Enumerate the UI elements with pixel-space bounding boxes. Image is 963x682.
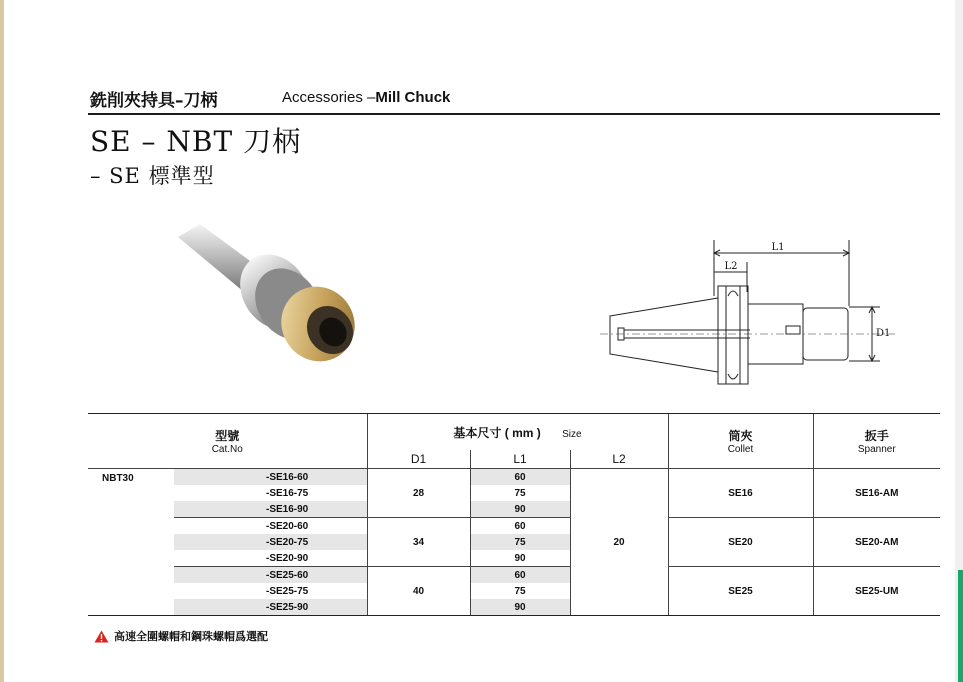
cat-no-cell: -SE20-90	[174, 550, 367, 567]
header-en-prefix: Accessories –	[282, 89, 376, 106]
technical-drawing	[600, 236, 900, 396]
header-collet	[668, 414, 813, 469]
page-title: SE – NBT 刀柄	[90, 125, 302, 158]
header-dimensions	[367, 414, 668, 451]
section-header	[90, 86, 940, 114]
table-row	[88, 567, 940, 584]
header-d1: D1	[367, 450, 470, 469]
header-collet-cn: 筒夾	[728, 429, 753, 443]
header-l2: L2	[570, 450, 668, 469]
header-cn-bold: 刀柄	[183, 91, 218, 111]
header-chinese	[90, 86, 218, 111]
drawing-label-l1: L1	[771, 242, 785, 253]
l1-cell: 60	[470, 469, 570, 486]
header-spanner-en: Spanner	[857, 444, 896, 455]
header-en-bold: Mill Chuck	[375, 89, 451, 106]
page-edge-tab	[958, 570, 963, 682]
d1-cell: 34	[367, 518, 470, 567]
l1-cell: 60	[470, 567, 570, 584]
l1-cell: 75	[470, 485, 570, 501]
page-subtitle: – SE 標準型	[90, 164, 215, 188]
l2-cell: 20	[570, 469, 668, 616]
d1-cell: 28	[367, 469, 470, 518]
header-collet-en: Collet	[727, 444, 754, 455]
header-model-en: Cat.No	[211, 444, 243, 455]
l1-cell: 75	[470, 583, 570, 599]
footnote-text: 高速全圍螺帽和鋼珠螺帽爲選配	[114, 630, 268, 643]
l1-cell: 90	[470, 599, 570, 616]
l1-cell: 90	[470, 550, 570, 567]
header-model-cn: 型號	[215, 429, 240, 443]
cat-no-cell: -SE16-75	[266, 487, 309, 499]
drawing-label-l2: L2	[724, 261, 738, 272]
header-english	[282, 89, 450, 106]
page-edge-left	[0, 0, 4, 682]
l1-cell: 60	[470, 518, 570, 535]
warning-icon	[94, 630, 109, 643]
header-spanner-cn: 扳手	[864, 429, 889, 443]
header-l1: L1	[470, 450, 570, 469]
spanner-cell: SE20-AM	[813, 518, 940, 567]
cat-no-cell: -SE16-60	[174, 469, 367, 486]
header-model	[88, 414, 367, 469]
table-row	[88, 518, 940, 535]
series-label: NBT30	[88, 469, 174, 616]
table-row	[88, 469, 940, 486]
cat-no-cell: -SE20-60	[266, 520, 309, 532]
collet-cell: SE16	[668, 469, 813, 518]
cat-no-cell: -SE25-60	[174, 567, 367, 584]
header-dims-cn: 基本尺寸 ( mm )	[453, 425, 541, 440]
l1-cell: 90	[470, 501, 570, 518]
cat-no-cell: -SE16-90	[174, 501, 367, 518]
spec-table	[88, 413, 940, 616]
header-spanner	[813, 414, 940, 469]
cat-no-cell: -SE20-75	[174, 534, 367, 550]
header-dims-en: Size	[562, 428, 582, 440]
spanner-cell: SE25-UM	[813, 567, 940, 616]
drawing-label-d1: D1	[876, 328, 891, 339]
l1-cell: 75	[470, 534, 570, 550]
collet-cell: SE25	[668, 567, 813, 616]
cat-no-cell: -SE25-75	[266, 585, 309, 597]
spanner-cell: SE16-AM	[813, 469, 940, 518]
d1-cell: 40	[367, 567, 470, 616]
footnote	[94, 628, 268, 644]
product-photo	[170, 212, 370, 362]
header-rule	[88, 113, 940, 115]
collet-cell: SE20	[668, 518, 813, 567]
cat-no-cell: -SE25-90	[174, 599, 367, 616]
header-cn-prefix: 銑削夾持具–	[90, 91, 184, 111]
